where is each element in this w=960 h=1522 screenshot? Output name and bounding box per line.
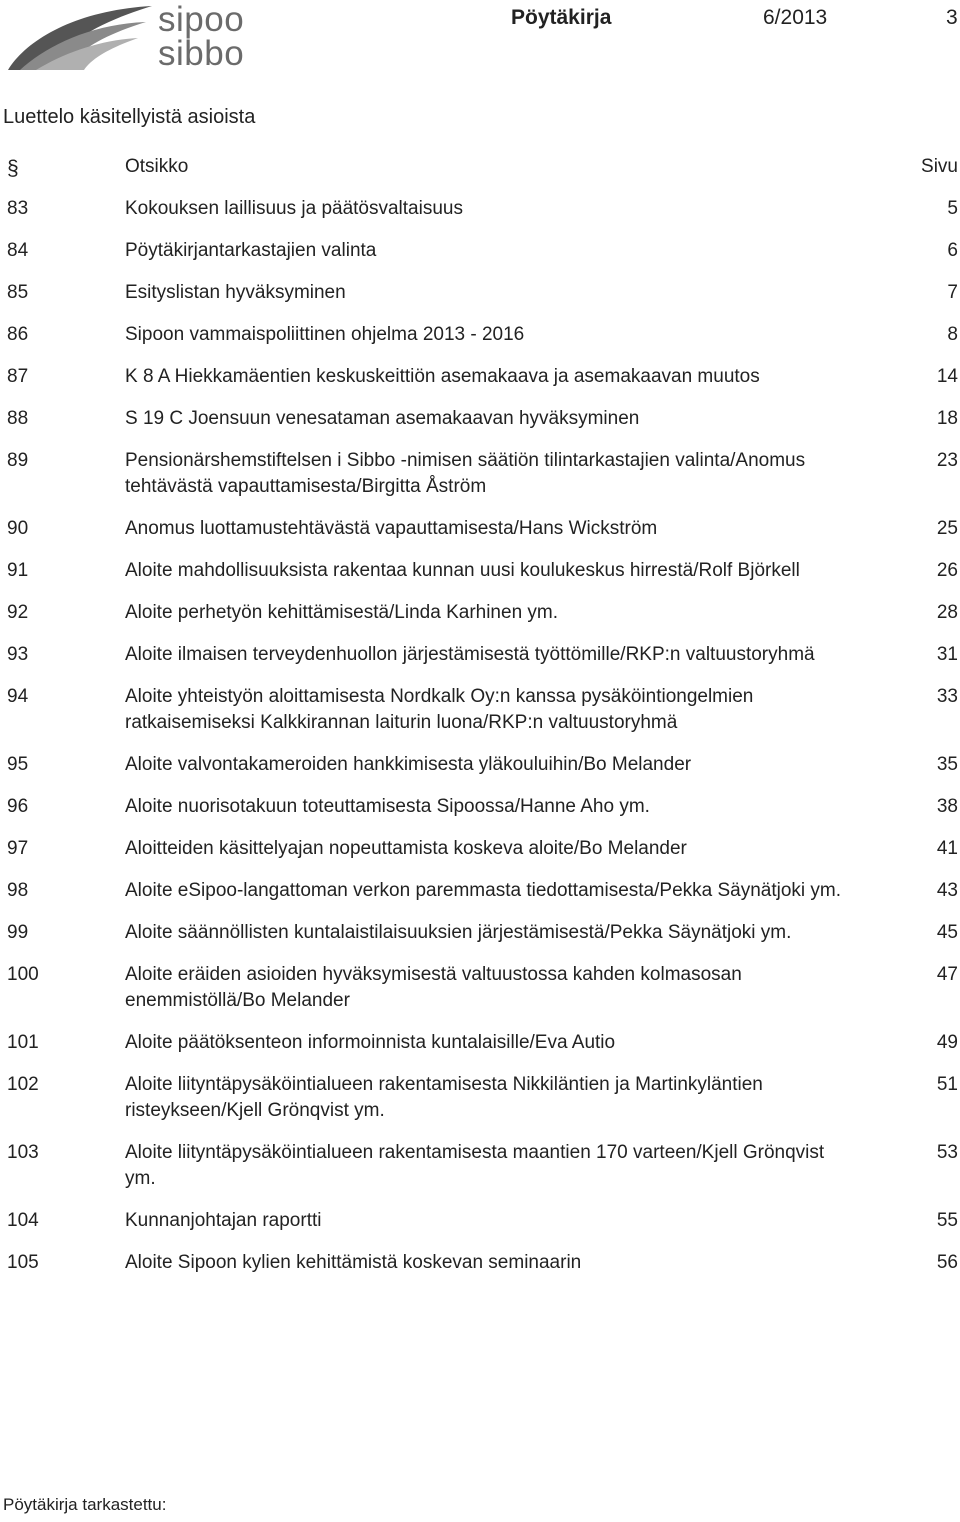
item-number: 87 [7, 366, 29, 387]
item-number: 101 [7, 1032, 39, 1053]
item-number: 86 [7, 324, 29, 345]
item-title: Aloite ilmaisen terveydenhuollon järjestämisestä työttömille/RKP:n valtuustoryhmä [125, 644, 815, 665]
toc-row [0, 600, 960, 626]
logo-text-sibbo: sibbo [158, 34, 245, 73]
column-header-page: Sivu [921, 156, 958, 177]
toc-row [0, 642, 960, 668]
item-title: S 19 C Joensuun venesataman asemakaavan hyväksyminen [125, 408, 640, 429]
item-title: Aloite päätöksenteon informoinnista kuntalaisille/Eva Autio [125, 1032, 616, 1053]
section-sign-icon: § [7, 157, 19, 180]
item-page: 18 [936, 408, 958, 429]
toc-row [0, 364, 960, 390]
item-title: Aloite yhteistyön aloittamisesta Nordkalk Oy:n kanssa pysäköintiongelmien ratkaisemiseksi Kalkkirannan laiturin luona/RKP:n valtuustoryhmä [125, 686, 754, 733]
item-number: 91 [7, 560, 29, 581]
item-page: 5 [947, 198, 958, 219]
item-page: 33 [936, 686, 958, 707]
toc-row [0, 1208, 960, 1234]
item-title: K 8 A Hiekkamäentien keskuskeittiön asemakaava ja asemakaavan muutos [125, 366, 760, 387]
item-number: 96 [7, 796, 29, 817]
item-page: 47 [936, 964, 958, 985]
item-title: Aloite säännöllisten kuntalaistilaisuuksien järjestämisestä/Pekka Säynätjoki ym. [125, 922, 792, 943]
item-page: 8 [947, 324, 958, 345]
item-title: Aloite nuorisotakuun toteuttamisesta Sipoossa/Hanne Aho ym. [125, 796, 650, 817]
item-title: Pensionärshemstiftelsen i Sibbo -nimisen säätiön tilintarkastajien valinta/Anomus tehtävästä vapauttamisesta/Birgitta Åström [125, 450, 806, 497]
item-title: Kunnanjohtajan raportti [125, 1210, 322, 1231]
toc-row [0, 322, 960, 348]
item-title: Aloitteiden käsittelyajan nopeuttamista koskeva aloite/Bo Melander [125, 838, 687, 859]
item-page: 49 [936, 1032, 958, 1053]
item-title: Aloite Sipoon kylien kehittämistä koskevan seminaarin [125, 1252, 582, 1273]
item-page: 31 [936, 644, 958, 665]
item-number: 94 [7, 686, 29, 707]
toc-row [0, 1250, 960, 1276]
list-title: Luettelo käsitellyistä asioista [3, 106, 256, 128]
toc-row [0, 448, 960, 500]
item-page: 7 [947, 282, 958, 303]
item-title: Aloite perhetyön kehittämisestä/Linda Karhinen ym. [125, 602, 559, 623]
column-header-title: Otsikko [125, 156, 189, 177]
item-title: Aloite valvontakameroiden hankkimisesta yläkouluihin/Bo Melander [125, 754, 692, 775]
item-number: 84 [7, 240, 29, 261]
item-number: 102 [7, 1074, 39, 1095]
item-number: 83 [7, 198, 29, 219]
item-number: 93 [7, 644, 29, 665]
item-title: Aloite eräiden asioiden hyväksymisestä valtuustossa kahden kolmasosan enemmistöllä/Bo Melander [125, 964, 742, 1011]
item-page: 23 [936, 450, 958, 471]
item-page: 43 [936, 880, 958, 901]
item-title: Pöytäkirjantarkastajien valinta [125, 240, 377, 261]
document-number: 6/2013 [763, 6, 828, 29]
item-page: 45 [936, 922, 958, 943]
footer-reviewed-label: Pöytäkirja tarkastettu: [3, 1495, 167, 1514]
toc-row [0, 920, 960, 946]
item-number: 89 [7, 450, 29, 471]
item-number: 92 [7, 602, 29, 623]
toc-row [0, 684, 960, 736]
item-page: 26 [936, 560, 958, 581]
toc-table [0, 154, 960, 1292]
sipoo-sibbo-logo [6, 0, 256, 74]
item-title: Sipoon vammaispoliittinen ohjelma 2013 - 2016 [125, 324, 525, 345]
toc-row [0, 1140, 960, 1192]
item-page: 25 [936, 518, 958, 539]
item-page: 55 [936, 1210, 958, 1231]
toc-row [0, 196, 960, 222]
item-title: Aloite eSipoo-langattoman verkon paremmasta tiedottamisesta/Pekka Säynätjoki ym. [125, 880, 842, 901]
item-number: 98 [7, 880, 29, 901]
item-number: 88 [7, 408, 29, 429]
item-number: 99 [7, 922, 29, 943]
toc-row [0, 516, 960, 542]
item-title: Aloite mahdollisuuksista rakentaa kunnan uusi koulukeskus hirrestä/Rolf Björkell [125, 560, 800, 581]
item-page: 28 [936, 602, 958, 623]
item-page: 38 [936, 796, 958, 817]
item-title: Esityslistan hyväksyminen [125, 282, 346, 303]
toc-row [0, 1072, 960, 1124]
item-number: 103 [7, 1142, 39, 1163]
item-title: Aloite liityntäpysäköintialueen rakentamisesta Nikkiläntien ja Martinkyläntien risteykseen/Kjell Grönqvist ym. [125, 1074, 763, 1121]
item-number: 85 [7, 282, 29, 303]
item-number: 95 [7, 754, 29, 775]
item-page: 51 [936, 1074, 958, 1095]
item-number: 90 [7, 518, 29, 539]
item-page: 35 [936, 754, 958, 775]
toc-header-row [0, 154, 960, 180]
toc-row [0, 280, 960, 306]
toc-row [0, 1030, 960, 1056]
toc-row [0, 836, 960, 862]
item-page: 41 [936, 838, 958, 859]
item-number: 97 [7, 838, 29, 859]
toc-row [0, 962, 960, 1014]
item-page: 6 [947, 240, 958, 261]
item-page: 56 [936, 1252, 958, 1273]
toc-row [0, 752, 960, 778]
item-title: Kokouksen laillisuus ja päätösvaltaisuus [125, 198, 463, 219]
toc-row [0, 878, 960, 904]
toc-row [0, 794, 960, 820]
item-page: 53 [936, 1142, 958, 1163]
item-number: 105 [7, 1252, 39, 1273]
item-title: Anomus luottamustehtävästä vapauttamisesta/Hans Wickström [125, 518, 658, 539]
page-number: 3 [946, 6, 958, 29]
logo-swoosh-icon [6, 0, 156, 74]
item-number: 100 [7, 964, 39, 985]
item-title: Aloite liityntäpysäköintialueen rakentamisesta maantien 170 varteen/Kjell Grönqvist ym. [125, 1142, 825, 1189]
logo-text-sipoo: sipoo [158, 0, 245, 39]
item-number: 104 [7, 1210, 39, 1231]
toc-row [0, 238, 960, 264]
toc-row [0, 406, 960, 432]
item-page: 14 [936, 366, 958, 387]
toc-row [0, 558, 960, 584]
document-type: Pöytäkirja [511, 6, 612, 29]
